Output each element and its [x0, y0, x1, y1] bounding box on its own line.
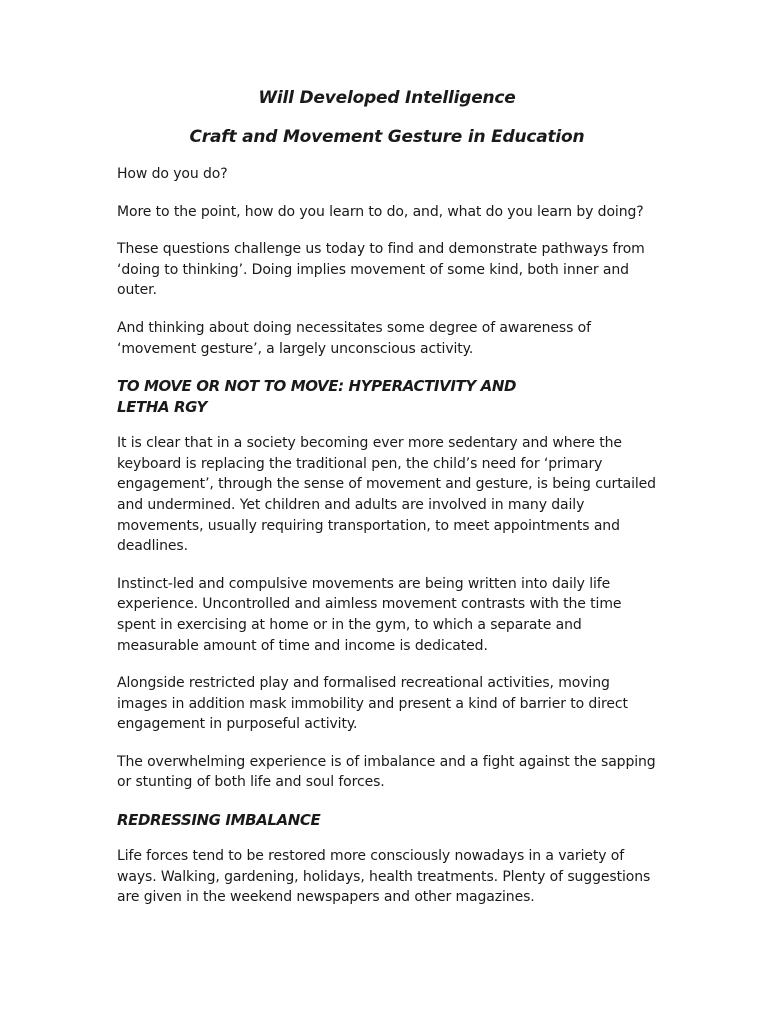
paragraph: Alongside restricted play and formalised recreational activities, moving images in addition mask immobility and present a kind of barrier to direct engagement in purposeful activity.: [117, 675, 628, 733]
paragraph: Instinct-led and compulsive movements are being written into daily life experience. Uncontrolled and aimless movement contrasts with the time spent in exercising at home or in the gym, to which a separate and measurable amount of time and income is dedicated.: [117, 575, 622, 654]
paragraph: And thinking about doing necessitates some degree of awareness of ‘movement gesture’, a largely unconscious activity.: [117, 319, 591, 357]
paragraph: These questions challenge us today to find and demonstrate pathways from ‘doing to thinking’. Doing implies movement of some kind, both inner and outer.: [117, 241, 645, 299]
paragraph: More to the point, how do you learn to do, and, what do you learn by doing?: [117, 203, 644, 220]
document-body: [117, 88, 657, 925]
paragraph: It is clear that in a society becoming ever more sedentary and where the keyboard is replacing the traditional pen, the child’s need for ‘primary engagement’, through the sense of movement and gesture, is being curtailed and undermined. Yet children and adults are involved in many daily movements, usually requiring transportation, to meet appointments and deadlines.: [117, 435, 656, 555]
document-subtitle: Craft and Movement Gesture in Education: [189, 127, 585, 147]
document-title: Will Developed Intelligence: [258, 88, 516, 108]
paragraph: How do you do?: [117, 166, 228, 182]
section-heading: TO MOVE OR NOT TO MOVE: HYPERACTIVITY AND LETHA RGY: [117, 377, 517, 417]
paragraph: The overwhelming experience is of imbalance and a fight against the sapping or stunting of both life and soul forces.: [117, 753, 656, 791]
paragraph: Life forces tend to be restored more consciously nowadays in a variety of ways. Walking, gardening, holidays, health treatments. Plenty of suggestions are given in the weekend newspapers and other magazines.: [117, 848, 651, 906]
section-heading: REDRESSING IMBALANCE: [117, 811, 321, 830]
